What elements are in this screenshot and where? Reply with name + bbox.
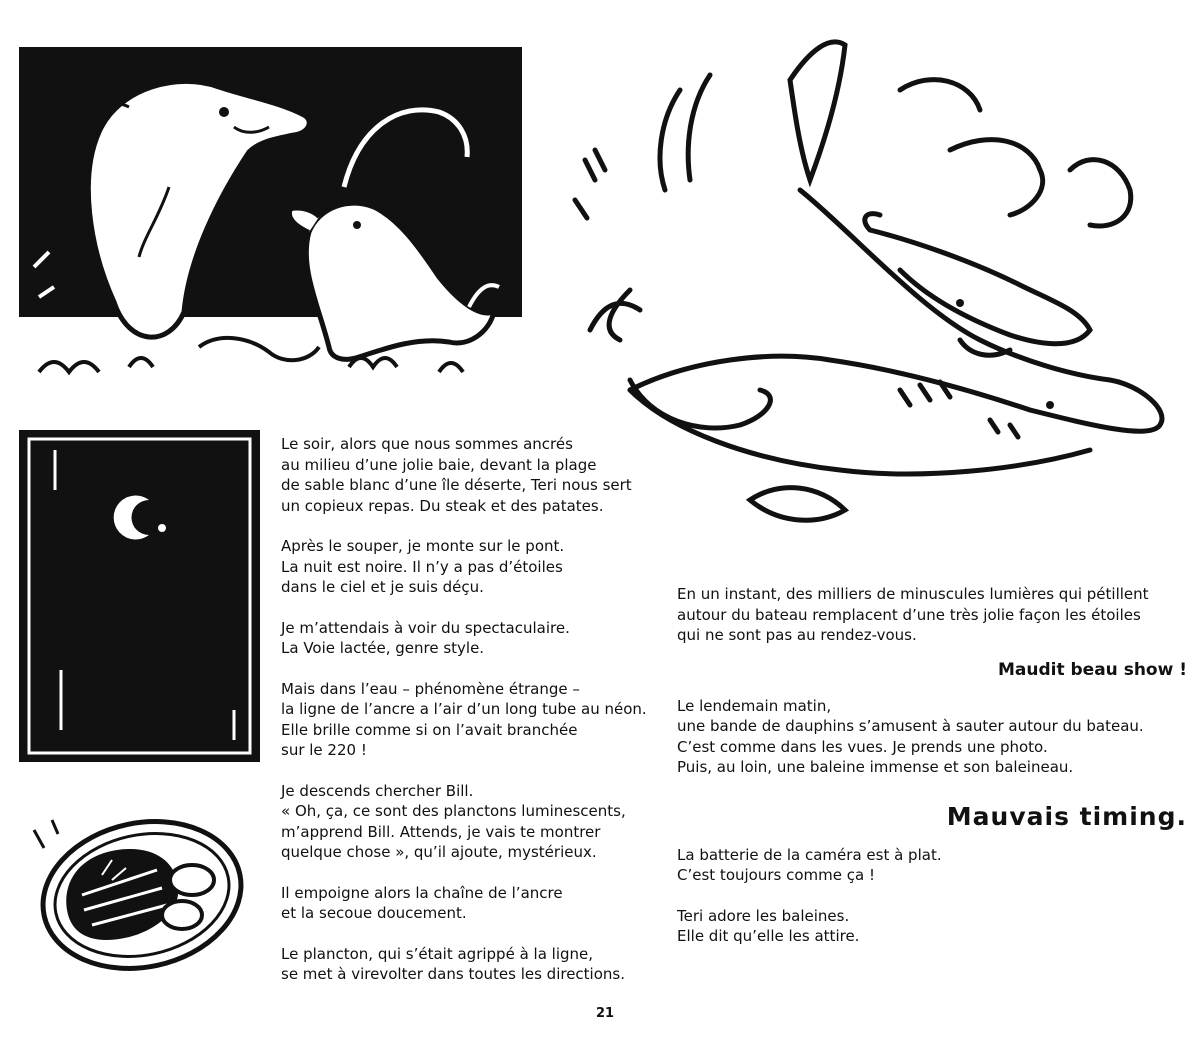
paragraph-bill-explains: Je descends chercher Bill. « Oh, ça, ce sont des planctons luminescents, m’apprend Bill. Attends, je vais te montrer quelque chose », qu’il ajoute, mystérieux.: [281, 781, 626, 861]
left-text-column: [281, 434, 681, 1005]
dolphins-illustration: [19, 47, 522, 405]
paragraph-camera-battery: La batterie de la caméra est à plat. C’est toujours comme ça !: [677, 845, 942, 884]
page-number: 21: [595, 1006, 615, 1021]
paragraph-dolphins-morning: Le lendemain matin, une bande de dauphins s’amusent à sauter autour du bateau. C’est comme dans les vues. Je prends une photo. Puis, au loin, une baleine immense et son baleineau.: [677, 696, 1144, 776]
paragraph-expectations: Je m’attendais à voir du spectaculaire. La Voie lactée, genre style.: [281, 618, 570, 657]
steak-plate-illustration: [22, 800, 248, 978]
paragraph-tiny-lights: En un instant, des milliers de minuscules lumières qui pétillent autour du bateau remplacent d’une très jolie façon les étoiles qui ne sont pas au rendez-vous.: [677, 585, 1149, 644]
paragraph-evening-meal: Le soir, alors que nous sommes ancrés au milieu d’une jolie baie, devant la plage de sable blanc d’une île déserte, Teri nous sert un copieux repas. Du steak et des patates.: [281, 435, 632, 515]
paragraph-anchor-line: Mais dans l’eau – phénomène étrange – la ligne de l’ancre a l’air d’un long tube au néon. Elle brille comme si on l’avait branchée sur le 220 !: [281, 679, 647, 759]
paragraph-after-supper: Après le souper, je monte sur le pont. La nuit est noire. Il n’y a pas d’étoiles dans le ciel et je suis déçu.: [281, 537, 565, 596]
paragraph-teri-whales: Teri adore les baleines. Elle dit qu’elle les attire.: [677, 906, 860, 945]
night-sky-illustration: [19, 430, 260, 762]
heading-maudit-beau-show: Maudit beau show !: [997, 659, 1187, 680]
paragraph-plankton: Le plancton, qui s’était agrippé à la ligne, se met à virevolter dans toutes les directions.: [281, 944, 625, 983]
paragraph-shake-chain: Il empoigne alors la chaîne de l’ancre et la secoue doucement.: [281, 883, 563, 922]
heading-mauvais-timing: Mauvais timing.: [946, 801, 1187, 831]
right-text-column: [677, 584, 1187, 967]
